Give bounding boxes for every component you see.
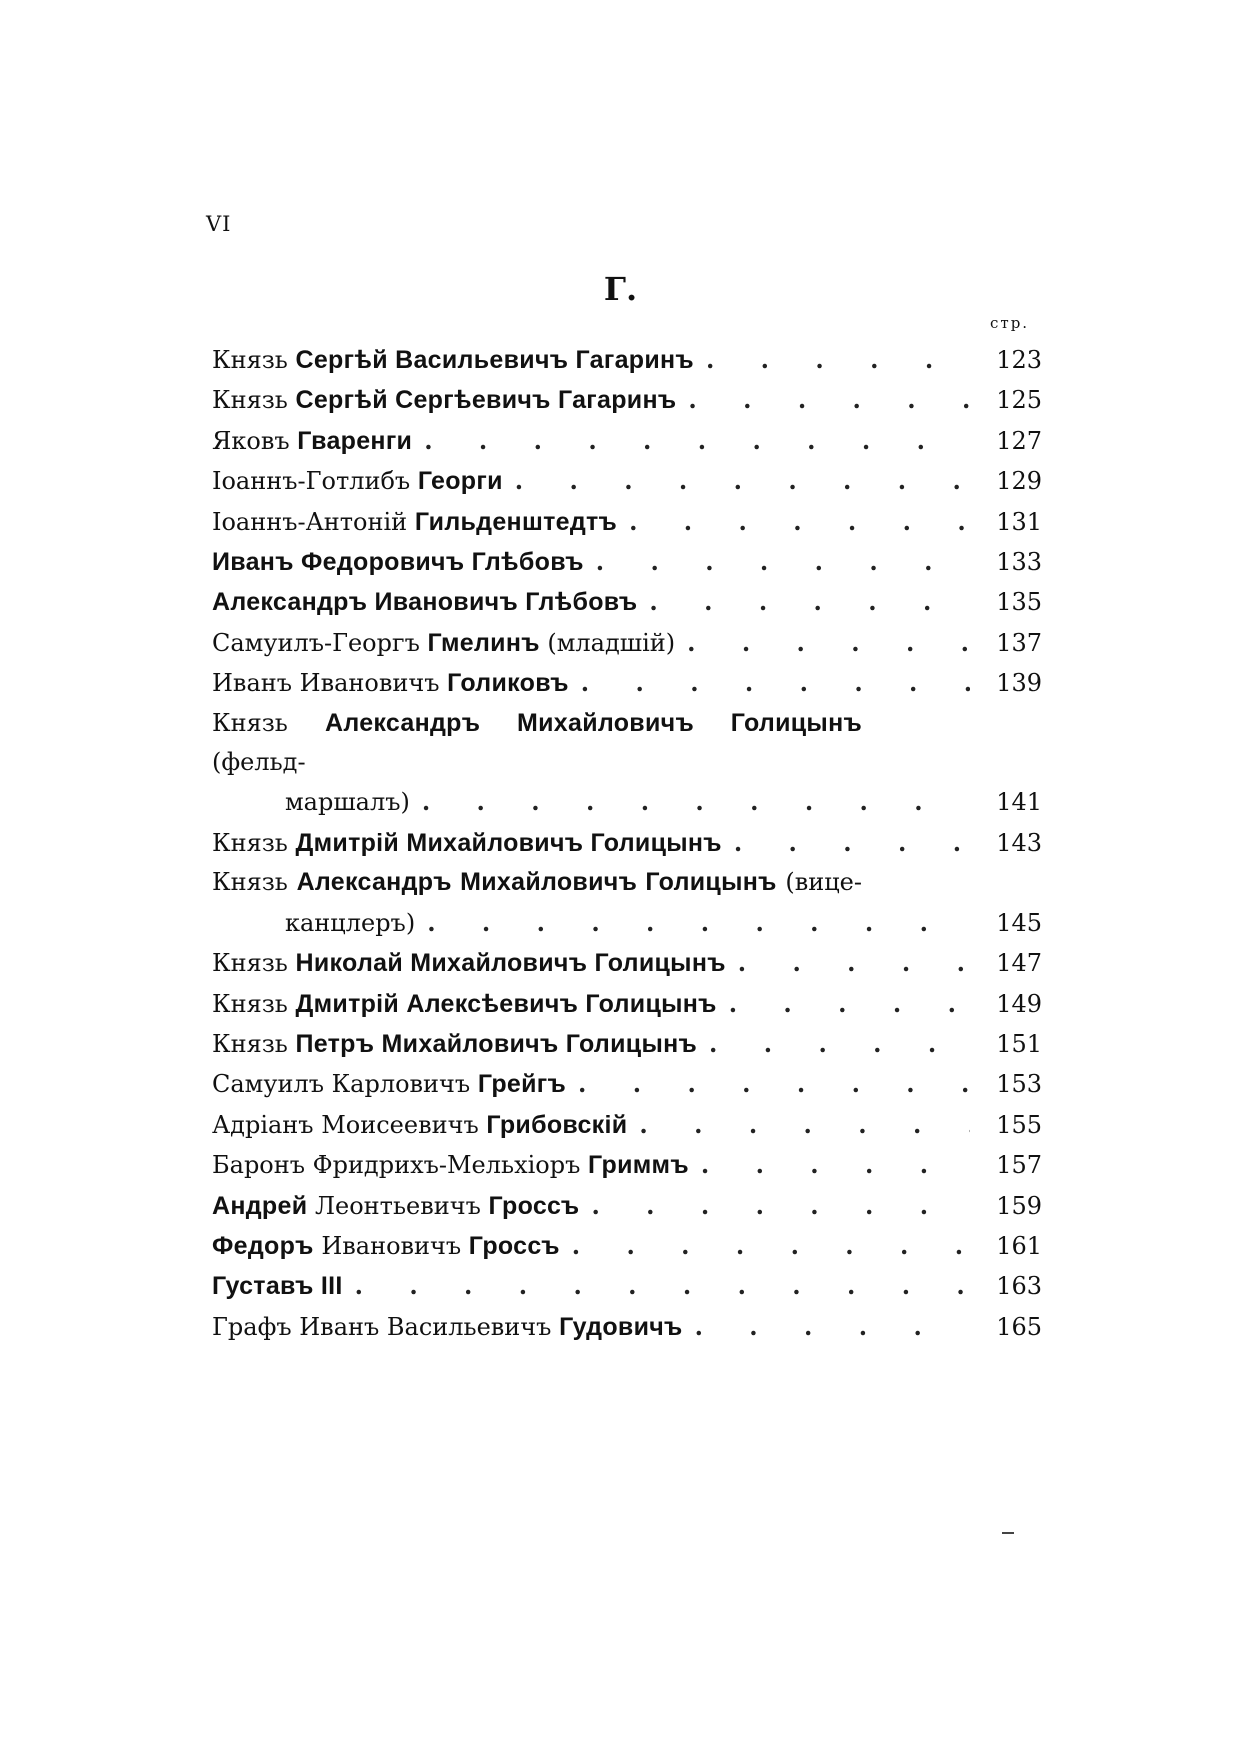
entry-prefix: Адріанъ Моисеевичъ — [212, 1110, 487, 1139]
entry-name: Гроссъ — [468, 1231, 560, 1260]
entry-page-number: 149 — [996, 989, 1042, 1018]
toc-entry — [212, 1145, 1042, 1185]
toc-entry — [212, 380, 1042, 420]
dot-leader — [709, 1024, 970, 1063]
entry-title — [212, 985, 717, 1024]
entry-suffix: (младшій) — [539, 628, 676, 657]
entry-name: Иванъ Федоровичъ Глѣбовъ — [212, 548, 584, 577]
entry-prefix: Самуилъ Карловичъ — [212, 1070, 478, 1099]
dot-leader — [734, 823, 970, 862]
entry-name: Гмелинъ — [427, 628, 540, 657]
entry-page-number: 153 — [996, 1070, 1042, 1099]
entry-name: Гудовичъ — [559, 1312, 683, 1341]
entry-title — [212, 1187, 579, 1226]
entry-title — [212, 503, 617, 542]
table-of-contents — [212, 340, 1042, 1347]
entry-title — [212, 1106, 627, 1145]
toc-entry — [212, 340, 1042, 380]
entry-title — [212, 1146, 689, 1185]
entry-title — [212, 462, 503, 501]
entry-prefix: Князь — [212, 346, 296, 374]
entry-title — [212, 1267, 343, 1306]
dot-leader — [596, 542, 970, 581]
toc-entry — [212, 943, 1042, 983]
entry-first-name: Андрей — [212, 1191, 308, 1220]
toc-entry — [212, 1266, 1042, 1306]
entry-page-number: 129 — [996, 467, 1042, 496]
entry-name: Александръ Михайловичъ Голицынъ — [325, 708, 862, 737]
toc-entry — [212, 582, 1042, 622]
toc-entry — [212, 1307, 1042, 1347]
entry-prefix: Іоаннъ-Антоній — [212, 507, 415, 536]
entry-name: Голиковъ — [447, 669, 569, 698]
entry-name: Сергѣй Сергѣевичъ Гагаринъ — [295, 386, 677, 415]
entry-page-number: 133 — [996, 548, 1042, 577]
entry-page-number: 127 — [996, 426, 1042, 455]
entry-title — [212, 664, 569, 703]
entry-prefix: Графъ Иванъ Васильевичъ — [212, 1312, 560, 1341]
entry-prefix: Князь — [212, 868, 297, 897]
entry-page-number: 141 — [996, 788, 1042, 817]
entry-name: Дмитрій Алексѣевичъ Голицынъ — [295, 989, 717, 1018]
entry-title — [212, 1025, 697, 1064]
entry-prefix: Самуилъ-Георгъ — [212, 628, 428, 657]
entry-name: Грибовскій — [486, 1110, 628, 1139]
dot-leader — [687, 623, 970, 662]
dot-leader — [706, 340, 970, 379]
entry-page-number: 155 — [996, 1110, 1042, 1139]
entry-name: Сергѣй Васильевичъ Гагаринъ — [295, 346, 694, 374]
toc-entry — [212, 1186, 1042, 1226]
entry-continuation: канцлеръ) — [285, 908, 416, 937]
entry-title — [212, 704, 1042, 783]
entry-suffix: (фельд- — [212, 748, 306, 777]
entry-page-number: 139 — [996, 669, 1042, 698]
entry-page-number: 125 — [996, 386, 1042, 415]
entry-title — [212, 543, 584, 582]
entry-title — [212, 824, 722, 863]
entry-name: Густавъ III — [212, 1272, 343, 1301]
dot-leader — [729, 984, 970, 1023]
page-number: VI — [206, 212, 232, 236]
entry-name: Георги — [417, 467, 503, 496]
dot-leader — [701, 1145, 970, 1184]
section-heading: Г. — [603, 270, 638, 308]
toc-entry — [212, 823, 1042, 863]
toc-entry — [212, 542, 1042, 582]
entry-name: Грейгъ — [477, 1070, 567, 1099]
entry-prefix: Князь — [212, 1029, 296, 1058]
entry-prefix: Ивановичъ — [313, 1231, 469, 1260]
toc-entry — [212, 1105, 1042, 1145]
entry-page-number: 163 — [996, 1272, 1042, 1301]
entry-prefix: Яковъ — [212, 426, 298, 455]
entry-prefix: Леонтьевичъ — [307, 1191, 489, 1220]
entry-title — [212, 422, 412, 461]
dot-leader — [578, 1064, 970, 1103]
entry-title — [212, 341, 694, 380]
toc-entry-continuation — [212, 782, 1042, 822]
dot-leader — [424, 421, 970, 460]
toc-entry — [212, 1064, 1042, 1104]
entry-title — [212, 944, 726, 983]
entry-page-number: 135 — [996, 588, 1042, 617]
entry-title — [212, 381, 676, 420]
dot-leader — [427, 903, 970, 942]
toc-entry — [212, 461, 1042, 501]
entry-name: Петръ Михайловичъ Голицынъ — [295, 1029, 698, 1058]
dot-leader — [572, 1226, 970, 1265]
dot-leader — [591, 1186, 970, 1225]
toc-entry — [212, 421, 1042, 461]
dot-leader — [639, 1105, 970, 1144]
entry-page-number: 157 — [996, 1151, 1042, 1180]
entry-page-number: 145 — [996, 908, 1042, 937]
entry-name: Дмитрій Михайловичъ Голицынъ — [295, 828, 722, 857]
entry-name: Гроссъ — [488, 1191, 580, 1220]
entry-page-number: 165 — [996, 1312, 1042, 1341]
print-mark — [1002, 1532, 1014, 1534]
entry-prefix: Князь — [212, 828, 296, 857]
entry-name: Гриммъ — [588, 1151, 689, 1180]
toc-entry — [212, 502, 1042, 542]
entry-title — [212, 1227, 560, 1266]
entry-prefix: Баронъ Фридрихъ-Мельхіоръ — [212, 1151, 588, 1180]
entry-name: Александръ Ивановичъ Глѣбовъ — [212, 588, 638, 617]
entry-page-number: 159 — [996, 1191, 1042, 1220]
entry-title — [212, 583, 637, 622]
toc-entry — [212, 704, 1042, 783]
toc-entry — [212, 623, 1042, 663]
toc-entry — [212, 863, 1042, 902]
dot-leader — [738, 943, 970, 982]
toc-entry — [212, 1024, 1042, 1064]
entry-page-number: 137 — [996, 628, 1042, 657]
toc-entry-continuation — [212, 903, 1042, 943]
entry-page-number: 151 — [996, 1029, 1042, 1058]
entry-prefix: Князь — [212, 386, 296, 415]
entry-prefix: Князь — [212, 949, 296, 978]
entry-prefix: Князь — [212, 708, 325, 737]
entry-page-number: 161 — [996, 1231, 1042, 1260]
entry-first-name: Федоръ — [212, 1231, 314, 1260]
dot-leader — [649, 582, 970, 621]
dot-leader — [695, 1307, 970, 1346]
page-column-label: стр. — [990, 314, 1030, 332]
entry-name: Николай Михайловичъ Голицынъ — [295, 949, 726, 978]
entry-title — [212, 624, 675, 663]
entry-suffix: (вице- — [776, 868, 862, 897]
entry-page-number: 123 — [996, 346, 1042, 374]
entry-name: Гваренги — [297, 426, 413, 455]
toc-entry — [212, 1226, 1042, 1266]
entry-name: Гильденштедтъ — [414, 507, 618, 536]
entry-page-number: 131 — [996, 507, 1042, 536]
dot-leader — [688, 380, 970, 419]
entry-prefix: Князь — [212, 989, 296, 1018]
entry-prefix: Іоаннъ-Готлибъ — [212, 467, 418, 496]
entry-title — [212, 1065, 566, 1104]
entry-page-number: 147 — [996, 949, 1042, 978]
entry-page-number: 143 — [996, 828, 1042, 857]
entry-name: Александръ Михайловичъ Голицынъ — [296, 868, 777, 897]
entry-continuation: маршалъ) — [285, 788, 410, 817]
entry-title — [212, 1308, 683, 1347]
entry-title — [212, 863, 1042, 902]
dot-leader — [515, 461, 970, 500]
dot-leader — [422, 782, 970, 821]
toc-entry — [212, 984, 1042, 1024]
dot-leader — [581, 663, 970, 702]
dot-leader — [629, 502, 970, 541]
toc-entry — [212, 663, 1042, 703]
entry-prefix: Иванъ Ивановичъ — [212, 669, 448, 698]
dot-leader — [355, 1266, 970, 1305]
